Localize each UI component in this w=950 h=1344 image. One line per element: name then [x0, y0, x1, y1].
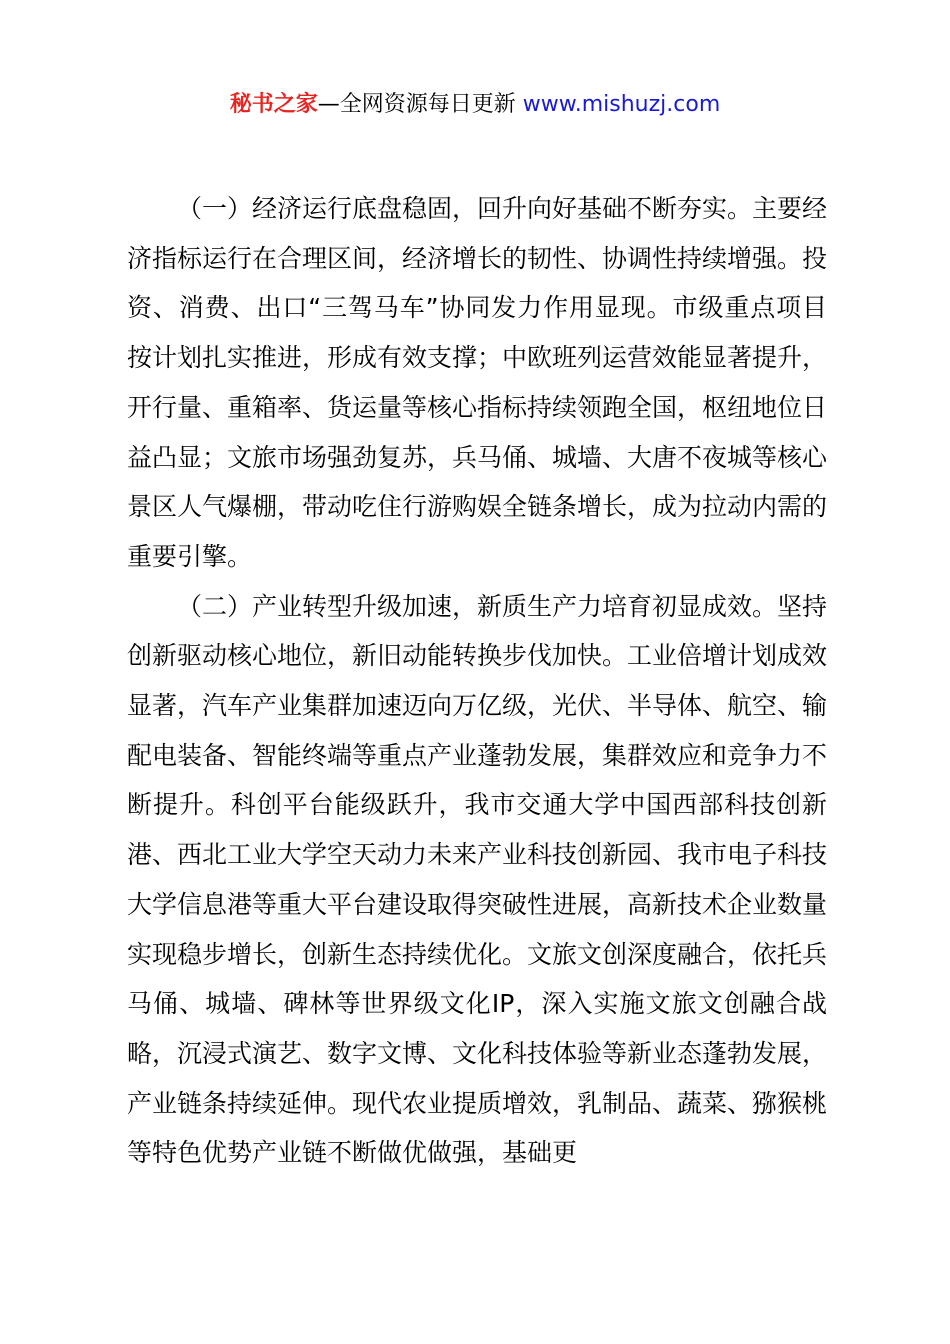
document-body: [127, 184, 827, 1178]
paragraph-1: （一）经济运行底盘稳固，回升向好基础不断夯实。主要经济指标运行在合理区间，经济增长的韧性、协调性持续增强。投资、消费、出口“三驾马车”协同发力作用显现。市级重点项目按计划扎实推进，形成有效支撑；中欧班列运营效能显著提升，开行量、重箱率、货运量等核心指标持续领跑全国，枢纽地位日益凸显；文旅市场强劲复苏，兵马俑、城墙、大唐不夜城等核心景区人气爆棚，带动吃住行游购娱全链条增长，成为拉动内需的重要引擎。: [127, 194, 828, 571]
header-brand: 秘书之家: [229, 92, 318, 117]
paragraph-2: （二）产业转型升级加速，新质生产力培育初显成效。坚持创新驱动核心地位，新旧动能转换步伐加快。工业倍增计划成效显著，汽车产业集群加速迈向万亿级，光伏、半导体、航空、输配电装备、智能终端等重点产业蓬勃发展，集群效应和竞争力不断提升。科创平台能级跃升，我市交通大学中国西部科技创新港、西北工业大学空天动力未来产业科技创新园、我市电子科技大学信息港等重大平台建设取得突破性进展，高新技术企业数量实现稳步增长，创新生态持续优化。文旅文创深度融合，依托兵马俑、城墙、碑林等世界级文化IP，深入实施文旅文创融合战略，沉浸式演艺、数字文博、文化科技体验等新业态蓬勃发展，产业链条持续延伸。现代农业提质增效，乳制品、蔬菜、猕猴桃等特色优势产业链不断做优做强，基础更: [127, 591, 828, 1168]
header-tagline: —全网资源每日更新: [317, 92, 523, 117]
page-header: [0, 88, 950, 122]
header-url-link[interactable]: www.mishuzj.com: [522, 92, 721, 117]
